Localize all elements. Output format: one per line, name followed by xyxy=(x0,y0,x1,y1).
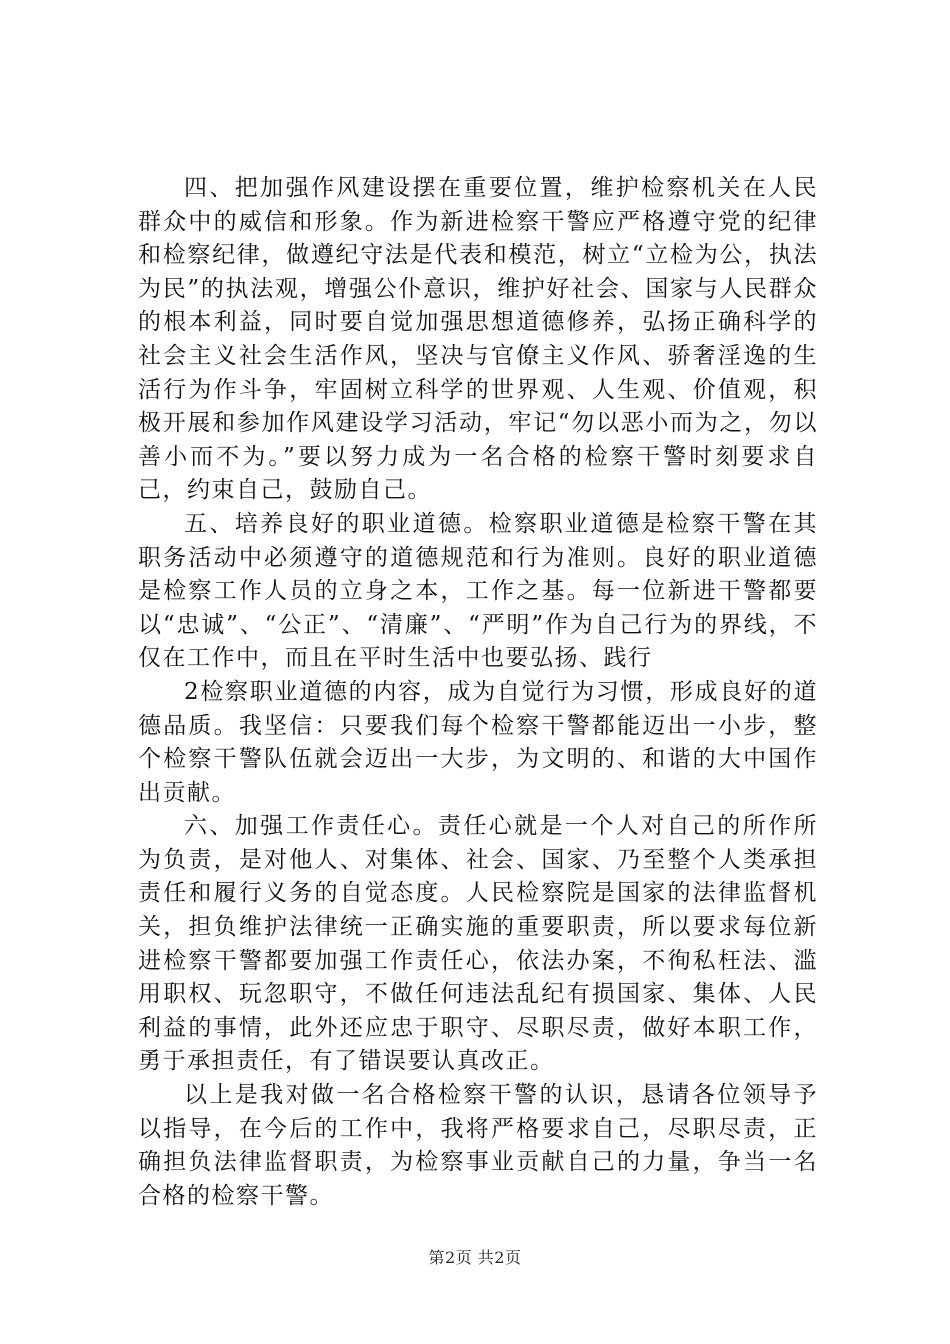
paragraph-section-four: 四、把加强作风建设摆在重要位置，维护检察机关在人民群众中的威信和形象。作为新进检察干警应严格遵守党的纪律和检察纪律，做遵纪守法是代表和模范，树立“立检为公，执法为民”的执法观，增强公仆意识，维护好社会、国家与人民群众的根本利益，同时要自觉加强思想道德修养，弘扬正确科学的社会主义社会生活作风，坚决与官僚主义作风、骄奢淫逸的生活行为作斗争，牢固树立科学的世界观、人生观、价值观，积极开展和参加作风建设学习活动，牢记“勿以恶小而为之，勿以善小而不为。”要以努力成为一名合格的检察干警时刻要求自己，约束自己，鼓励自己。 xyxy=(138,175,818,504)
paragraph-section-five: 五、培养良好的职业道德。检察职业道德是检察干警在其职务活动中必须遵守的道德规范和行为准则。良好的职业道德是检察工作人员的立身之本，工作之基。每一位新进干警都要以“忠诚”、“公正”、“清廉”、“严明”作为自己行为的界线，不仅在工作中，而且在平时生活中也要弘扬、践行 xyxy=(138,510,818,672)
paragraph-section-five-continued: 2检察职业道德的内容，成为自觉行为习惯，形成良好的道德品质。我坚信：只要我们每个检察干警都能迈出一小步，整个检察干警队伍就会迈出一大步，为文明的、和谐的大中国作出贡献。 xyxy=(138,678,818,806)
paragraph-conclusion: 以上是我对做一名合格检察干警的认识，恳请各位领导予以指导，在今后的工作中，我将严格要求自己，尽职尽责，正确担负法律监督职责，为检察事业贡献自己的力量，争当一名合格的检察干警。 xyxy=(138,1082,818,1209)
document-body xyxy=(138,172,818,1213)
page-number-footer: 第2页 共2页 xyxy=(428,1248,522,1267)
paragraph-section-six: 六、加强工作责任心。责任心就是一个人对自己的所作所为负责，是对他人、对集体、社会、国家、乃至整个人类承担责任和履行义务的自觉态度。人民检察院是国家的法律监督机关，担负维护法律统一正确实施的重要职责，所以要求每位新进检察干警都要加强工作责任心，依法办案，不徇私枉法、滥用职权、玩忽职守，不做任何违法乱纪有损国家、集体、人民利益的事情，此外还应忠于职守、尽职尽责，做好本职工作，勇于承担责任，有了错误要认真改正。 xyxy=(138,813,818,1075)
